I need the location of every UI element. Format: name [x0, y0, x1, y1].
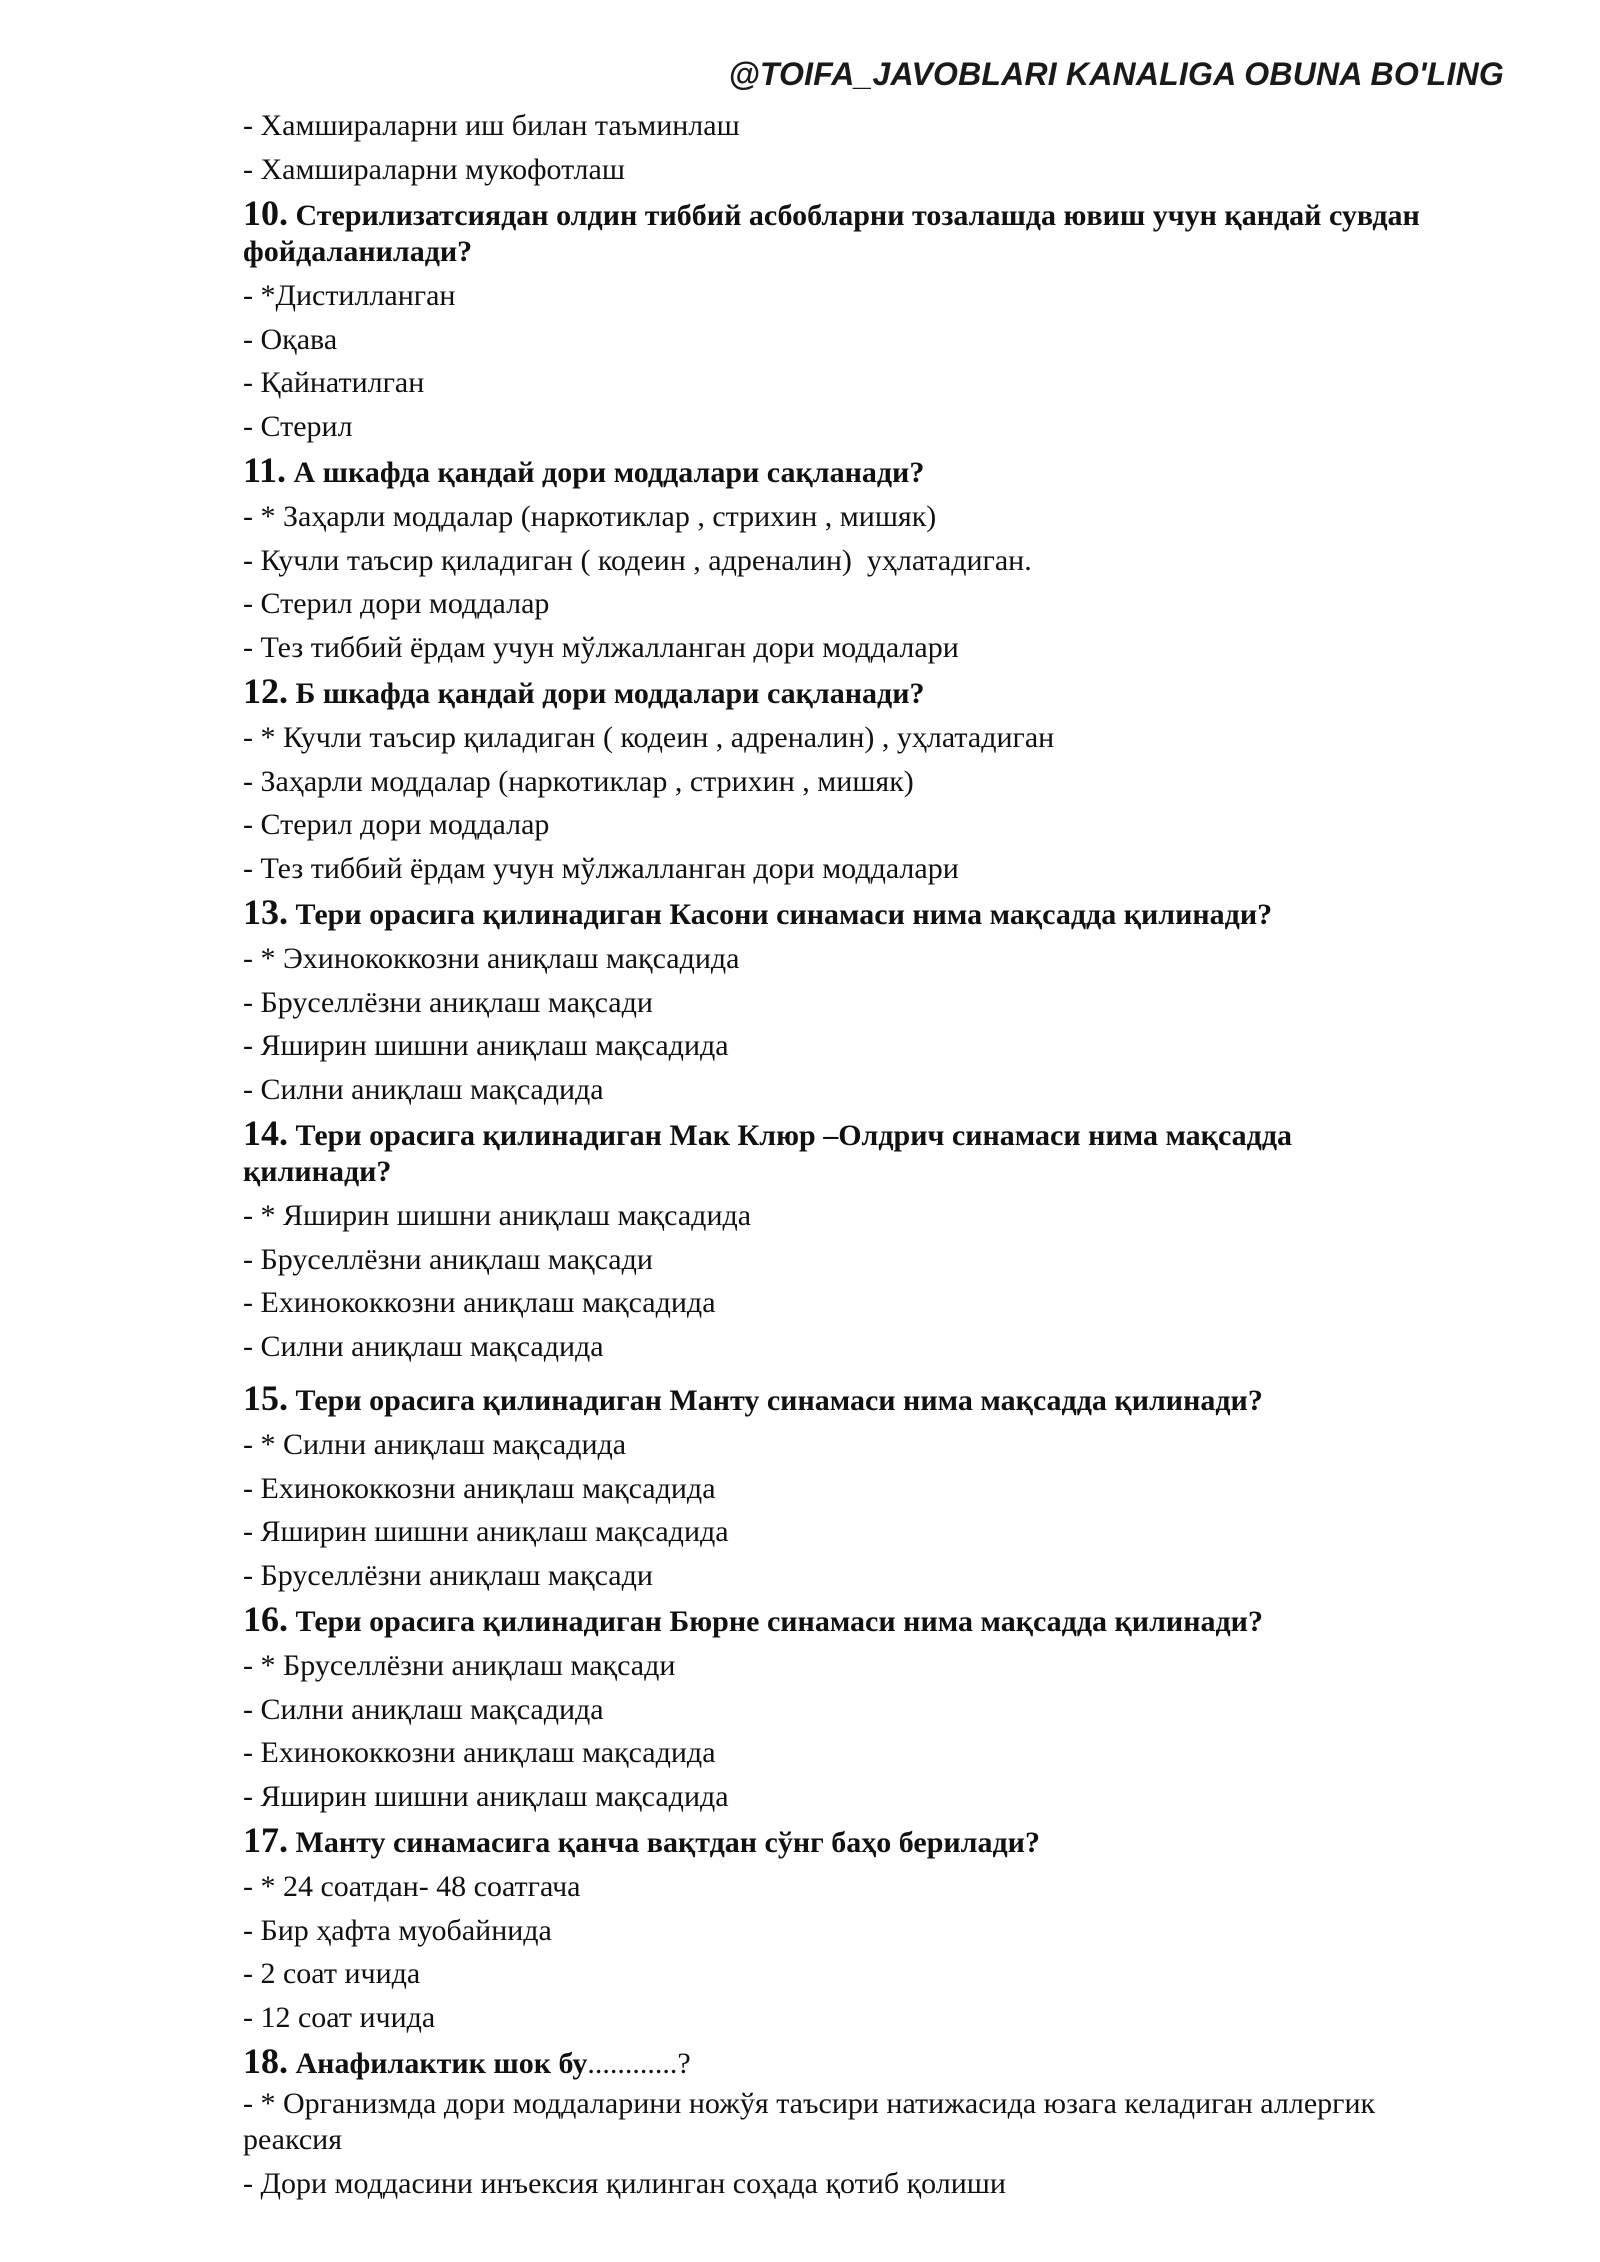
answer-option: - Кучли таъсир қиладиган ( кодеин , адреналин) уҳлатадиган. — [243, 543, 1032, 577]
spacer — [243, 1368, 1423, 1376]
answer-option: - Оқава — [243, 322, 338, 356]
answer-option: - Бруселлёзни аниқлаш мақсади — [243, 985, 653, 1019]
answer-option: - Бир ҳафта муобайнида — [243, 1913, 552, 1947]
answer-option: - Стерил дори моддалар — [243, 808, 550, 841]
answer-option: - 2 соат ичида — [243, 1957, 421, 1990]
channel-header: @TOIFA_JAVOBLARI KANALIGA OBUNA BO'LING — [728, 56, 1504, 92]
question-ellipsis: ............? — [587, 2047, 691, 2080]
question-18 — [243, 2043, 1423, 2082]
answer-option: - Стерил — [243, 409, 353, 443]
question-text: Манту синамасига қанча вақтдан сўнг баҳо берилади? — [288, 1826, 1040, 1859]
answer-option: - Ехинококкозни аниқлаш мақсадида — [243, 1471, 716, 1505]
question-10 — [243, 195, 1423, 270]
question-number: 17. — [243, 1820, 288, 1860]
question-13 — [243, 894, 1423, 933]
question-text: Б шкафда қандай дори моддалари сақланади? — [288, 677, 925, 710]
answer-option: - Хамшираларни иш билан таъминлаш — [243, 109, 740, 142]
question-number: 12. — [243, 671, 288, 711]
answer-option: - * Эхинококкозни аниқлаш мақсадида — [243, 942, 740, 975]
answer-option: - Ехинококкозни аниқлаш мақсадида — [243, 1286, 716, 1319]
question-15 — [243, 1380, 1423, 1419]
answer-option: - Заҳарли моддалар (наркотиклар , стрихин , мишяк) — [243, 764, 914, 798]
answer-option: - Дори моддасини инъексия қилинган соҳада қотиб қолиши — [243, 2167, 1006, 2200]
question-text: Тери орасига қилинадиган Манту синамаси нима мақсадда қилинади? — [288, 1384, 1263, 1417]
question-12 — [243, 673, 1423, 712]
answer-option: - * Кучли таъсир қиладиган ( кодеин , адреналин) , уҳлатадиган — [243, 721, 1055, 754]
question-number: 11. — [243, 450, 287, 490]
question-14 — [243, 1115, 1423, 1190]
answer-option: - Бруселлёзни аниқлаш мақсади — [243, 1558, 653, 1592]
answer-option: - Яширин шишни аниқлаш мақсадида — [243, 1029, 729, 1062]
document-body — [243, 104, 1423, 2206]
answer-option: - Стерил дори моддалар — [243, 587, 550, 620]
answer-option: - * Организмда дори моддаларини ножўя таъсири натижасида юзага келадиган аллергик реаксия — [243, 2087, 1376, 2156]
question-number: 14. — [243, 1113, 288, 1153]
answer-option: - * Яширин шишни аниқлаш мақсадида — [243, 1199, 752, 1232]
answer-option: - Яширин шишни аниқлаш мақсадида — [243, 1779, 729, 1813]
question-text: А шкафда қандай дори моддалари сақланади? — [286, 456, 925, 489]
answer-option: - Ехинококкозни аниқлаш мақсадида — [243, 1736, 716, 1769]
question-number: 10. — [243, 193, 288, 233]
answer-option: - * Заҳарли моддалар (наркотиклар , стрихин , мишяк) — [243, 500, 937, 533]
answer-option: - Бруселлёзни аниқлаш мақсади — [243, 1242, 653, 1276]
answer-option: - * Силни аниқлаш мақсадида — [243, 1428, 627, 1461]
answer-option: - Қайнатилган — [243, 366, 425, 399]
question-11 — [243, 452, 1423, 491]
answer-option: - Тез тиббий ёрдам учун мўлжалланган дори моддалари — [243, 851, 959, 885]
answer-option: - Силни аниқлаш мақсадида — [243, 1329, 604, 1363]
question-text: Тери орасига қилинадиган Касони синамаси нима мақсадда қилинади? — [288, 898, 1273, 931]
question-number: 18. — [243, 2041, 288, 2081]
answer-option: - Силни аниқлаш мақсадида — [243, 1692, 604, 1726]
question-number: 16. — [243, 1599, 288, 1639]
answer-option: - * Бруселлёзни аниқлаш мақсади — [243, 1649, 676, 1682]
answer-option: - Яширин шишни аниқлаш мақсадида — [243, 1515, 729, 1548]
question-number: 13. — [243, 892, 288, 932]
answer-option: - 12 соат ичида — [243, 2000, 436, 2034]
answer-option: - *Дистилланган — [243, 279, 456, 312]
answer-option: - Хамшираларни мукофотлаш — [243, 152, 625, 186]
question-text: Тери орасига қилинадиган Мак Клюр –Олдрич синамаси нима мақсадда қилинади? — [243, 1119, 1292, 1188]
answer-option: - Тез тиббий ёрдам учун мўлжалланган дори моддалари — [243, 630, 959, 664]
answer-option: - * 24 соатдан- 48 соатгача — [243, 1870, 581, 1903]
answer-option: - Силни аниқлаш мақсадида — [243, 1072, 604, 1106]
question-16 — [243, 1601, 1423, 1640]
question-number: 15. — [243, 1378, 288, 1418]
question-text: Тери орасига қилинадиган Бюрне синамаси нима мақсадда қилинади? — [288, 1605, 1263, 1638]
question-text: Анафилактик шок бу — [288, 2047, 588, 2080]
question-17 — [243, 1822, 1423, 1861]
question-text: Стерилизатсиядан олдин тиббий асбобларни тозалашда ювиш учун қандай сувдан фойдаланилади? — [243, 199, 1420, 268]
